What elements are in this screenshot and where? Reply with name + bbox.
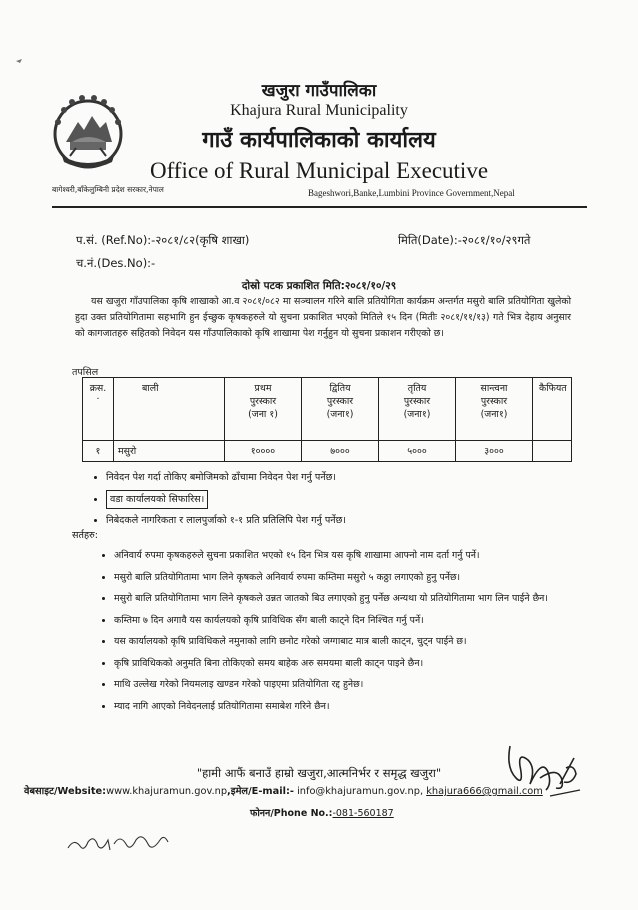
list-item: • कृषि प्राविधिकको अनुमति बिना तोकिएको समय बाहेक अरु समयमा बाली काट्न पाइने छैन। — [114, 654, 594, 673]
col-consolation: सान्त्वना पुरस्कार (जना१) — [456, 378, 533, 441]
tapasil-label: तपसिल — [72, 367, 99, 378]
col-third: तृतिय पुरस्कार (जना१) — [379, 378, 456, 441]
list-item: • वडा कार्यालयको सिफारिस। — [106, 489, 596, 511]
municipality-name-np: खजुरा गाउँपालिका — [261, 81, 377, 101]
cell-first: १०००० — [225, 441, 302, 462]
list-item: • अनिवार्य रुपमा कृषकहरुले सुचना प्रकाशित भएको १५ दिन भित्र यस कृषि शाखामा आफ्नो नाम दर्ता गर्नु पर्ने। — [114, 546, 594, 565]
col-crop: बाली — [114, 378, 225, 441]
dispatch-number: च.नं.(Des.No):- — [76, 256, 156, 270]
office-name-np: गाउँ कार्यपालिकाको कार्यालय — [202, 128, 436, 153]
cell-consolation: ३००० — [456, 441, 533, 462]
list-item: • म्याद नागि आएको निवेदनलाई प्रतियोगितामा समाबेश गरिने छैन। — [114, 697, 594, 716]
col-second: द्वितिय पुरस्कार (जना१) — [302, 378, 379, 441]
email-link-gmail[interactable]: khajura666@gmail.com — [426, 786, 543, 797]
phone-line — [250, 806, 394, 819]
conditions-list — [98, 546, 594, 718]
handwritten-note-icon — [64, 826, 174, 856]
contact-line — [24, 784, 634, 797]
col-first: प्रथम पुरस्कार (जना १) — [225, 378, 302, 441]
address-np: बागेश्वरी,बाँकेलुम्बिनी प्रदेश सरकार,नेपाल — [52, 185, 164, 194]
list-item: • निवेदन पेश गर्दा तोकिए बमोजिमको ढाँचामा निवेदन पेश गर्नु पर्नेछ। — [106, 467, 596, 489]
letter-date: मिति(Date):-२०८१/१०/२९गते — [398, 233, 531, 247]
cell-sn: १ — [83, 441, 114, 462]
conditions-title: सर्तहरु: — [72, 530, 99, 541]
list-item: • माथि उल्लेख गरेको नियमलाइ खण्डन गरेको पाइएमा प्रतियोगिता रद्द हुनेछ। — [114, 675, 594, 694]
address-en: Bageshwori,Banke,Lumbini Province Government,Nepal — [308, 188, 515, 198]
cell-third: ५००० — [379, 441, 456, 462]
website-label: वेबसाइट/Website: — [24, 786, 107, 797]
list-item: • निबेदकले नागरिकता र लालपुर्जाको १-१ प्रति प्रतिलिपि पेश गर्नु पर्नेछ। — [106, 510, 596, 532]
phone-label: फोनन/Phone No.: — [250, 808, 333, 819]
website-link[interactable]: www.khajuramun.gov.np — [106, 786, 228, 797]
table-header-row — [83, 378, 572, 441]
email-label: ,इमेल/E-mail:- — [227, 786, 294, 797]
col-remarks: कैफियत — [533, 378, 572, 441]
cell-second: ७००० — [302, 441, 379, 462]
list-item: • मसुरो बालि प्रतियोगितामा भाग लिने कृषकले अनिवार्य रुपमा कम्तिमा मसुरो ५ कठ्ठा लगाएको हुनु पर्नेछ। — [114, 568, 594, 587]
office-name-en: Office of Rural Municipal Executive — [149, 158, 489, 183]
notice-body: यस खजुरा गाँउपालिका कृषि शाखाको आ.व २०८१/०८२ मा सञ्चालन गरिने बालि प्रतियोगिता कार्यक्रम अन्तर्गत मसुरो बालि प्रतियोगिता खुलेको हुदा उक्त प्रतियोगितामा सहभागि हुन ईच्छुक कृषकहरुले यो सुचना प्रकाशित भएको मितिले १५ दिन (मितीः २०८१/११/१३) गते भित्र देहाय अनुसार को कागजातहरु सहितको निवेदन यस गाँउपालिकाको कृषि शाखामा पेश गर्नुहुन यो सुचना प्रकाशन गरीएको छ। — [75, 296, 571, 339]
col-sn: क्रस. · — [83, 378, 114, 441]
scan-speck — [15, 58, 23, 64]
email-link-info[interactable]: info@khajuramun.gov.np, — [297, 786, 424, 797]
cell-remarks — [533, 441, 572, 462]
municipality-name-en: Khajura Rural Municipality — [230, 102, 408, 119]
cell-crop: मसुरो — [114, 441, 225, 462]
list-item: • यस कार्यालयको कृषि प्राविधिकले नमुनाको लागि छनोट गरेको जग्गाबाट मात्र बाली काट्न, चुट्न पाईने छ। — [114, 632, 594, 651]
prize-table — [82, 377, 572, 462]
document-requirements — [88, 467, 596, 532]
phone-number: -081-560187 — [332, 808, 394, 819]
table-row — [83, 441, 572, 462]
notice-subject: दोस्रो पटक प्रकाशित मिति:२०८१/१०/२९ — [241, 280, 397, 292]
reference-number: प.सं. (Ref.No):-२०८१/८२(कृषि शाखा) — [76, 233, 250, 247]
list-item: • मसुरो बालि प्रतियोगितामा भाग लिने कृषकले उन्नत जातको बिउ लगाएको हुनु पर्नेछ अन्यथा यो प्रतियोगितामा भाग लिन पाईने छैन। — [114, 589, 594, 608]
slogan: "हामी आफैं बनाउँ हाम्रो खजुरा,आत्मनिर्भर र समृद्ध खजुरा" — [196, 766, 442, 780]
header-divider — [52, 206, 587, 208]
list-item: • कम्तिमा ७ दिन अगावै यस कार्यलयको कृषि प्राविधिक सँग बाली काट्ने दिन निश्चित गर्नु पर्ने। — [114, 611, 594, 630]
